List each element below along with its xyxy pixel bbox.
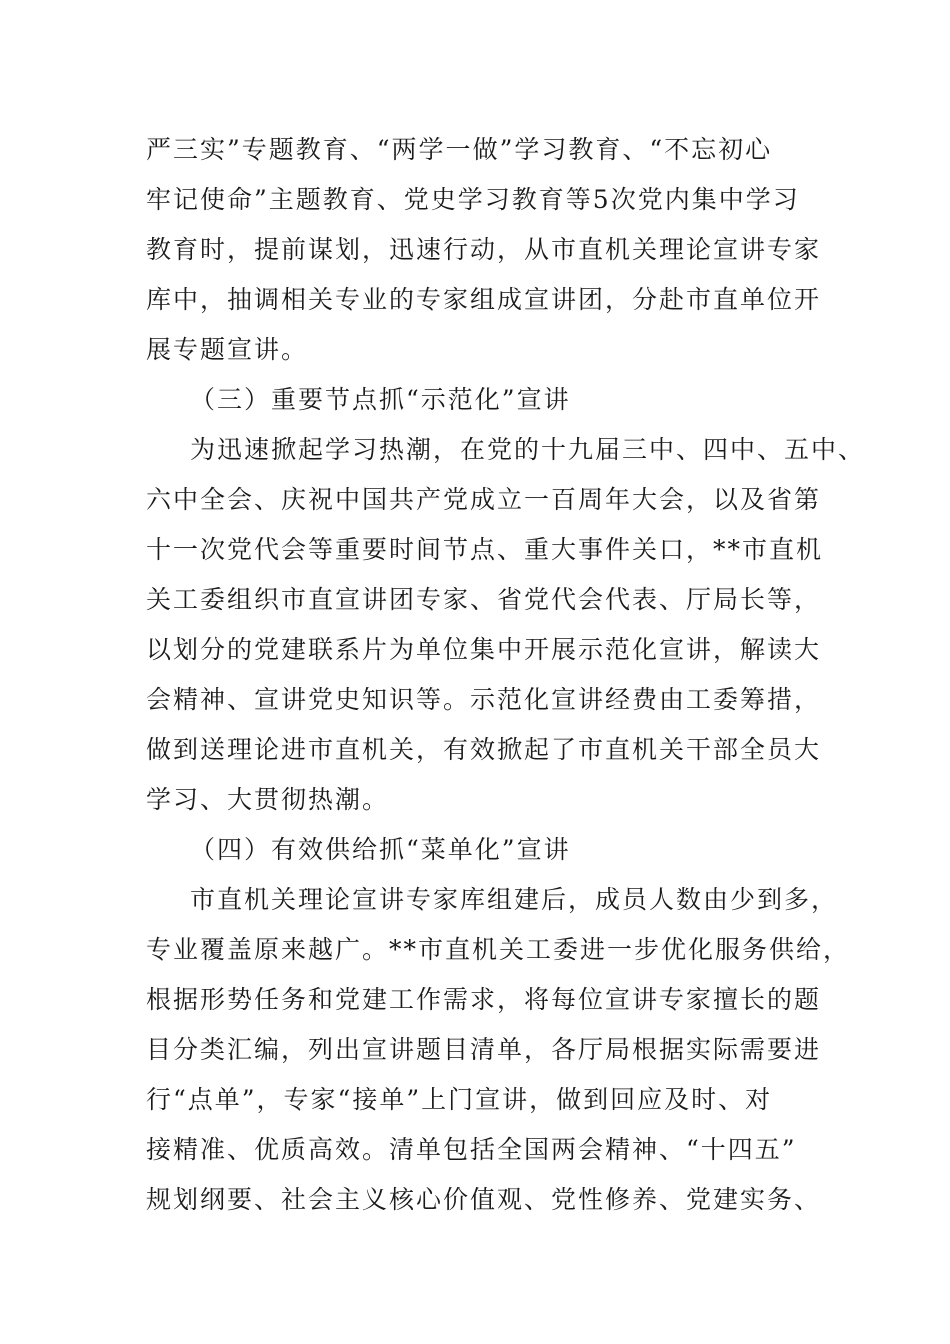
text-line: 专业覆盖原来越广。**市直机关工委进一步优化服务供给， xyxy=(146,935,851,964)
text-line: 教育时，提前谋划，迅速行动，从市直机关理论宣讲专家 xyxy=(146,235,822,264)
text-line: 牢记使命”主题教育、党史学习教育等5次党内集中学习 xyxy=(146,185,800,214)
text-line: 六中全会、庆祝中国共产党成立一百周年大会，以及省第 xyxy=(146,485,822,514)
text-line: 学习、大贯彻热潮。 xyxy=(146,785,390,814)
text-line: 以划分的党建联系片为单位集中开展示范化宣讲，解读大 xyxy=(146,635,822,664)
section-heading-3: （三）重要节点抓“示范化”宣讲 xyxy=(190,385,571,414)
text-line: 严三实”专题教育、“两学一做”学习教育、“不忘初心 xyxy=(146,135,773,164)
text-line: 目分类汇编，列出宣讲题目清单，各厅局根据实际需要进 xyxy=(146,1035,822,1064)
text-line: 会精神、宣讲党史知识等。示范化宣讲经费由工委筹措， xyxy=(146,685,822,714)
text-line: 规划纲要、社会主义核心价值观、党性修养、党建实务、 xyxy=(146,1185,822,1214)
text-line: 十一次党代会等重要时间节点、重大事件关口，**市直机 xyxy=(146,535,824,564)
text-line: 接精准、优质高效。清单包括全国两会精神、“十四五” xyxy=(146,1135,797,1164)
text-line: 展专题宣讲。 xyxy=(146,335,309,364)
paragraph-first-line: 为迅速掀起学习热潮，在党的十九届三中、四中、五中、 xyxy=(190,435,866,464)
text-line: 关工委组织市直宣讲团专家、省党代会代表、厅局长等， xyxy=(146,585,822,614)
text-line: 根据形势任务和党建工作需求，将每位宣讲专家擅长的题 xyxy=(146,985,822,1014)
text-line: 做到送理论进市直机关，有效掀起了市直机关干部全员大 xyxy=(146,735,822,764)
paragraph-first-line: 市直机关理论宣讲专家库组建后，成员人数由少到多， xyxy=(190,885,839,914)
text-line: 库中，抽调相关专业的专家组成宣讲团，分赴市直单位开 xyxy=(146,285,822,314)
section-heading-4: （四）有效供给抓“菜单化”宣讲 xyxy=(190,835,571,864)
text-line: 行“点单”，专家“接单”上门宣讲，做到回应及时、对 xyxy=(146,1085,773,1114)
